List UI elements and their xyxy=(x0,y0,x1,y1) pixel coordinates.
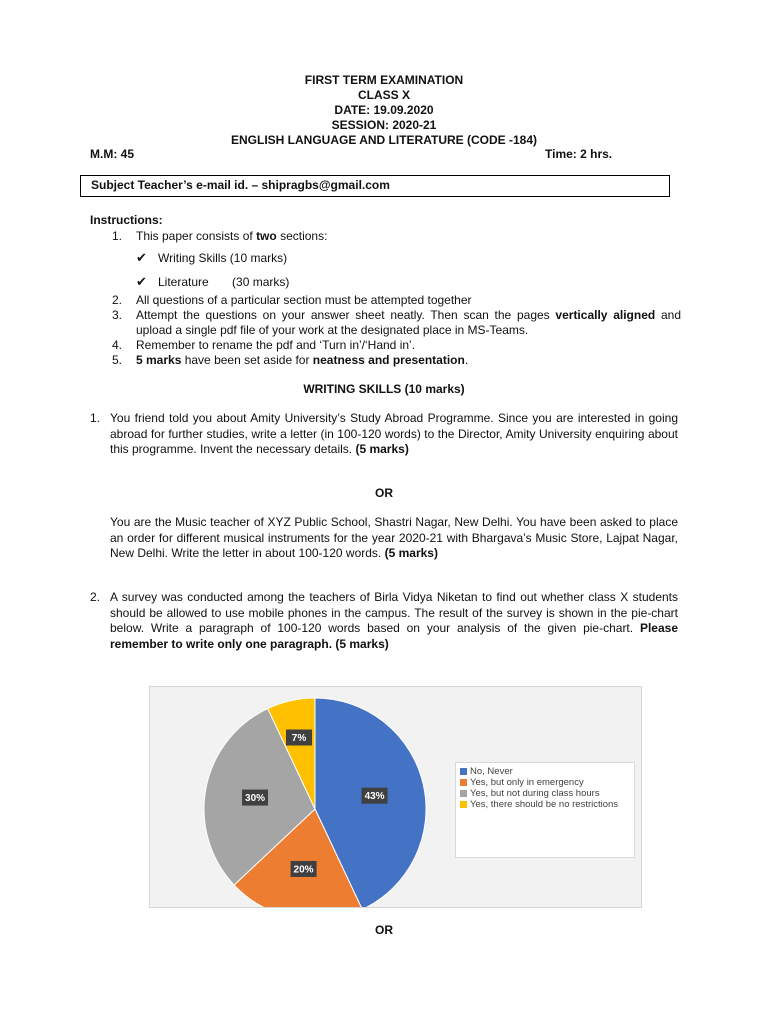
legend-item xyxy=(460,766,630,777)
class-label: CLASS X xyxy=(357,88,410,102)
data-label-text: 20% xyxy=(293,864,314,876)
legend-label: Yes, but only in emergency xyxy=(470,777,584,788)
section-writing-skills: Writing Skills (10 marks) xyxy=(158,251,288,265)
instruction-number: 1. xyxy=(112,229,123,243)
time-allowed: Time: 2 hrs. xyxy=(545,147,613,161)
exam-paper-page: FIRST TERM EXAMINATION CLASS X DATE: 19.09.2020 SESSION: 2020-21 ENGLISH LANGUAGE AND LITERATURE (CODE -184) M.M: 45 Time: 2 hrs. Subject Teacher’s e-mail id. – shipragbs@gmail.com Instructions: 1. This paper consists of two sections: ✔ Writing Skills (10 marks) ✔ Literature (30 marks) 2. All questions of a particular section must be attempted together 3. Attempt the questions on your answer sheet neatly. Then scan the pages vertically aligned and upload a single pdf file of your work at the designated place in MS-Teams. 4. Remember to rename the pdf and ‘Turn in’/‘Hand in’. 5. 5 marks have been set aside for neatness and presentation. WRITING SKILLS (10 marks) 1. You friend told you about Amity University’s Study Abroad Programme. Since you are interested in going abroad for further studies, write a letter (in 100-120 words) to the Director, Amity University enquiring about this programme. Invent the necessary details. (5 marks) OR You are the Music teacher of XYZ Public School, Shastri Nagar, New Delhi. You have been asked to place an order for different musical instruments for the year 2020-21 with Bhargava’s Music Store, Lajpat Nagar, New Delhi. Write the letter in about 100-120 words. (5 marks) 2. A survey was conducted among the teachers of Birla Vidya Niketan to find out whether class X students should be allowed to use mobile phones in the campus. The result of the survey is shown in the pie-chart below. Write a paragraph of 100-120 words based on your analysis of the given pie-chart. Please remember to write only one paragraph. (5 marks) 43% 20% 30% 7% No, Never Yes, but only in emergency Yes, but not during class hours Yes, there should be no restrictions OR xyxy=(0,0,768,1024)
legend-item xyxy=(460,799,630,810)
question-2: 2. A survey was conducted among the teachers of Birla Vidya Niketan to find out whether class X students should be allowed to use mobile phones in the campus. The result of the survey is shown in the pie-chart below. Write a paragraph of 100-120 words based on your analysis of the given pie-chart. Please remember to write only one paragraph. (5 marks) xyxy=(90,590,678,651)
section-literature: Literature (30 marks) xyxy=(158,275,290,289)
question-1-alternative: You are the Music teacher of XYZ Public School, Shastri Nagar, New Delhi. You have been asked to place an order for different musical instruments for the year 2020-21 with Bhargava’s Music Store, Lajpat Nagar, New Delhi. Write the letter in about 100-120 words. (5 marks) xyxy=(110,515,678,560)
pie-chart-frame xyxy=(149,686,642,908)
teacher-email-box: Subject Teacher’s e-mail id. – shipragbs@gmail.com xyxy=(80,175,670,197)
or-separator-bottom: OR xyxy=(375,923,393,937)
check-icon: ✔ xyxy=(136,250,147,265)
legend-label: No, Never xyxy=(470,766,513,777)
exam-title: FIRST TERM EXAMINATION xyxy=(304,73,464,87)
legend-item xyxy=(460,777,630,788)
or-separator: OR xyxy=(375,486,393,500)
check-icon: ✔ xyxy=(136,274,147,289)
legend-swatch xyxy=(460,768,467,775)
pie-chart xyxy=(150,687,450,907)
data-label-text: 7% xyxy=(291,733,307,745)
pie-data-label xyxy=(242,790,268,806)
legend-swatch xyxy=(460,801,467,808)
data-label-text: 30% xyxy=(245,793,266,805)
instruction-text: This paper consists of two sections: xyxy=(136,229,328,243)
exam-date: DATE: 19.09.2020 xyxy=(334,103,434,117)
legend-label: Yes, but not during class hours xyxy=(470,788,600,799)
legend-swatch xyxy=(460,779,467,786)
pie-data-label xyxy=(362,788,388,804)
question-1: 1. You friend told you about Amity University’s Study Abroad Programme. Since you are interested in going abroad for further studies, write a letter (in 100-120 words) to the Director, Amity University enquiring about this programme. Invent the necessary details. (5 marks) xyxy=(90,411,678,456)
data-label-text: 43% xyxy=(364,791,385,803)
pie-data-label xyxy=(291,861,317,877)
legend-label: Yes, there should be no restrictions xyxy=(470,799,619,810)
max-marks: M.M: 45 xyxy=(90,147,135,161)
subject-label: ENGLISH LANGUAGE AND LITERATURE (CODE -184) xyxy=(230,133,537,147)
pie-data-label xyxy=(286,730,312,746)
chart-legend xyxy=(455,762,635,858)
session-label: SESSION: 2020-21 xyxy=(331,118,437,132)
legend-swatch xyxy=(460,790,467,797)
instructions-title: Instructions: xyxy=(90,213,163,227)
legend-item xyxy=(460,788,630,799)
section-heading: WRITING SKILLS (10 marks) xyxy=(303,382,465,396)
